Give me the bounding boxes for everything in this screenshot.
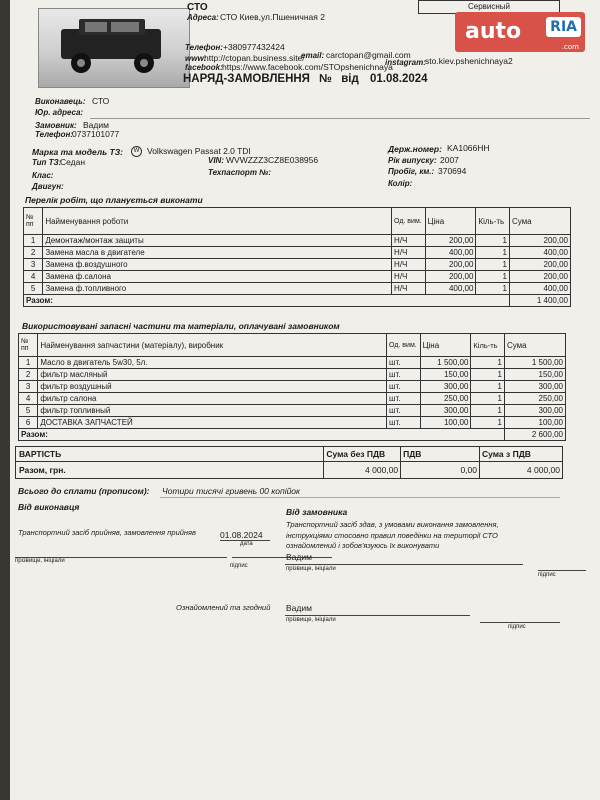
works-section-title: Перелік робіт, що планується виконати <box>25 195 203 205</box>
cell-price: 250,00 <box>420 393 471 405</box>
parts-col-name: Найменування запчастини (матеріалу), виробник <box>38 334 387 357</box>
cost-no-vat-label: Сума без ПДВ <box>324 447 401 462</box>
watermark-ria-sub: .com <box>561 43 579 51</box>
cell-sum: 250,00 <box>504 393 565 405</box>
customer-sign-text-2: інструкціями стосовно правил поведінки на території СТО <box>286 531 498 540</box>
cell-qty: 1 <box>476 247 510 259</box>
cell-name: ДОСТАВКА ЗАПЧАСТЕЙ <box>38 417 387 429</box>
cell-qty: 1 <box>476 283 510 295</box>
type-value: Седан <box>60 157 86 167</box>
cell-unit: Н/Ч <box>392 235 426 247</box>
cell-qty: 1 <box>471 417 505 429</box>
table-row <box>19 381 566 393</box>
date-caption: дата <box>240 541 253 547</box>
works-col-unit: Од. вим. <box>392 208 426 235</box>
cost-vat-value: 0,00 <box>401 462 480 479</box>
cell-n: 2 <box>24 247 43 259</box>
executor-name-caption: прізвище, ініціали <box>15 558 65 564</box>
website: http://ctopan.business.site/ <box>204 53 305 63</box>
cell-name: фильтр воздушный <box>38 381 387 393</box>
cell-price: 1 500,00 <box>420 357 471 369</box>
cell-unit: шт. <box>387 357 421 369</box>
facebook-label: facebook: <box>185 63 223 72</box>
cell-sum: 100,00 <box>504 417 565 429</box>
watermark-text: auto <box>465 19 522 44</box>
brand-label: Марка та модель ТЗ: <box>32 147 123 157</box>
parts-section-title: Використовувані запасні частини та матеріали, оплачувані замовником <box>22 321 340 331</box>
passport-label: Техпаспорт №: <box>208 168 271 177</box>
company-phone: +380977432424 <box>223 42 285 52</box>
type-label: Тип ТЗ: <box>32 158 62 167</box>
cell-price: 200,00 <box>425 259 476 271</box>
executor-sign-text: Транспортний засіб прийняв, замовлення прийняв <box>18 528 196 537</box>
ack-text: Ознайомлений та згодний <box>176 603 271 612</box>
instagram: sto.kiev.pshenichnaya2 <box>425 56 513 66</box>
cell-qty: 1 <box>471 393 505 405</box>
car-photo <box>38 8 190 88</box>
cell-unit: шт. <box>387 381 421 393</box>
document-page <box>10 0 600 800</box>
cell-sum: 150,00 <box>504 369 565 381</box>
cell-n: 1 <box>19 357 38 369</box>
cell-qty: 1 <box>476 235 510 247</box>
cell-sum: 200,00 <box>509 271 570 283</box>
cell-price: 400,00 <box>425 247 476 259</box>
cell-name: Замена ф.топливного <box>43 283 392 295</box>
vw-logo-icon: W <box>131 146 142 157</box>
cell-price: 100,00 <box>420 417 471 429</box>
address: СТО Киев,ул.Пшеничная 2 <box>220 12 325 22</box>
cell-sum: 300,00 <box>504 405 565 417</box>
cell-name: фильтр топливный <box>38 405 387 417</box>
cell-price: 300,00 <box>420 405 471 417</box>
works-total-value: 1 400,00 <box>509 295 570 307</box>
cell-sum: 1 500,00 <box>504 357 565 369</box>
customer-phone-label: Телефон: <box>35 130 74 139</box>
cell-qty: 1 <box>471 381 505 393</box>
cell-name: Замена ф.салона <box>43 271 392 283</box>
brand-value: Volkswagen Passat 2.0 TDI <box>147 146 251 156</box>
works-table <box>23 207 571 307</box>
cell-price: 300,00 <box>420 381 471 393</box>
parts-total-row <box>19 429 566 441</box>
cell-qty: 1 <box>471 357 505 369</box>
cell-name: Замена масла в двигателе <box>43 247 392 259</box>
cost-vat-label: ПДВ <box>401 447 480 462</box>
cost-title: ВАРТІСТЬ <box>16 447 323 462</box>
year-value: 2007 <box>440 155 459 165</box>
cell-sum: 200,00 <box>509 259 570 271</box>
cost-table <box>15 446 563 479</box>
executor-sign-title: Від виконавця <box>18 502 80 512</box>
cell-n: 5 <box>24 283 43 295</box>
customer-label: Замовник: <box>35 121 77 130</box>
cost-with-vat-value: 4 000,00 <box>479 462 562 479</box>
cell-n: 5 <box>19 405 38 417</box>
customer-name-caption: прізвище, ініціали <box>286 566 336 572</box>
instagram-label: instagram: <box>385 58 426 67</box>
cell-n: 2 <box>19 369 38 381</box>
cost-no-vat-value: 4 000,00 <box>324 462 401 479</box>
works-col-sum: Сума <box>509 208 570 235</box>
table-row <box>19 357 566 369</box>
email: carctopan@gmail.com <box>326 50 411 60</box>
legal-address-label: Юр. адреса: <box>35 108 84 117</box>
works-col-qty: Кіль-ть <box>476 208 510 235</box>
cell-name: Замена ф.воздушного <box>43 259 392 271</box>
cell-price: 150,00 <box>420 369 471 381</box>
cell-n: 6 <box>19 417 38 429</box>
ack-name-caption: прізвище, ініціали <box>286 617 336 623</box>
mileage-value: 370694 <box>438 166 467 176</box>
customer-phone: 0737101077 <box>72 129 120 139</box>
table-row <box>24 235 571 247</box>
works-header-row <box>24 208 571 235</box>
cell-name: Демонтаж/монтаж защиты <box>43 235 392 247</box>
cell-name: фильтр салона <box>38 393 387 405</box>
email-label: email: <box>301 51 325 60</box>
cell-sum: 400,00 <box>509 283 570 295</box>
cost-title-cell <box>16 447 324 479</box>
mileage-label: Пробіг, км.: <box>388 167 435 176</box>
table-row <box>24 247 571 259</box>
works-col-name: Найменування роботи <box>43 208 392 235</box>
ack-name: Вадим <box>286 603 312 613</box>
customer-sign-caption: підпис <box>538 572 556 578</box>
cell-unit: Н/Ч <box>392 247 426 259</box>
phone-label: Телефон: <box>185 43 224 52</box>
cell-price: 200,00 <box>425 235 476 247</box>
cell-unit: шт. <box>387 405 421 417</box>
cell-n: 1 <box>24 235 43 247</box>
company-name: СТО <box>187 2 208 13</box>
parts-col-qty: Кіль-ть <box>471 334 505 357</box>
cell-sum: 200,00 <box>509 235 570 247</box>
payment-label: Всього до сплати (прописом): <box>18 486 150 496</box>
cost-with-vat-label: Сума з ПДВ <box>479 447 562 462</box>
plate-value: KA1066HH <box>447 143 490 153</box>
color-label: Колір: <box>388 179 413 188</box>
parts-total-value: 2 600,00 <box>504 429 565 441</box>
cell-qty: 1 <box>476 271 510 283</box>
parts-col-sum: Сума <box>504 334 565 357</box>
address-label: Адреса: <box>187 13 219 22</box>
cell-name: фильтр масляный <box>38 369 387 381</box>
parts-col-price: Ціна <box>420 334 471 357</box>
cell-qty: 1 <box>471 369 505 381</box>
title-date: 01.08.2024 <box>369 73 428 85</box>
parts-col-n: № пп <box>19 334 38 357</box>
executor-sign-caption: підпис <box>230 563 248 569</box>
works-col-price: Ціна <box>425 208 476 235</box>
executor-value: СТО <box>92 96 110 106</box>
parts-table <box>18 333 566 441</box>
parts-col-unit: Од. вим. <box>387 334 421 357</box>
document-title <box>183 73 428 85</box>
customer-sign-text-3: ознайомлений і зобов'язуюсь їх виконувати <box>286 541 440 550</box>
customer-sign-text-1: Транспортний засіб здав, з умовами виконання замовлення, <box>286 520 499 529</box>
cell-unit: Н/Ч <box>392 283 426 295</box>
cell-qty: 1 <box>471 405 505 417</box>
title-number-sign: № <box>319 73 332 85</box>
cell-unit: Н/Ч <box>392 271 426 283</box>
executor-label: Виконавець: <box>35 97 86 106</box>
www-label: www: <box>185 54 207 63</box>
cell-sum: 400,00 <box>509 247 570 259</box>
table-row <box>24 283 571 295</box>
table-row <box>19 369 566 381</box>
cell-n: 3 <box>19 381 38 393</box>
cell-unit: Н/Ч <box>392 259 426 271</box>
engine-label: Двигун: <box>32 182 64 191</box>
table-row <box>19 393 566 405</box>
parts-header-row <box>19 334 566 357</box>
table-row <box>19 417 566 429</box>
cell-sum: 300,00 <box>504 381 565 393</box>
cell-n: 4 <box>24 271 43 283</box>
cell-unit: шт. <box>387 417 421 429</box>
facebook: https://www.facebook.com/STOpshenichnaya <box>222 62 393 72</box>
works-col-n: № пп <box>24 208 43 235</box>
title-from: від <box>341 73 359 85</box>
cell-price: 400,00 <box>425 283 476 295</box>
class-label: Клас: <box>32 171 54 180</box>
vin-value: WVWZZZ3CZ8E038956 <box>226 155 319 165</box>
customer-sign-name: Вадим <box>286 552 312 562</box>
works-total-label: Разом: <box>24 295 510 307</box>
cell-qty: 1 <box>476 259 510 271</box>
watermark-ria: RIA <box>546 17 581 37</box>
cell-unit: шт. <box>387 369 421 381</box>
autoria-watermark <box>455 12 585 52</box>
year-label: Рік випуску: <box>388 156 437 165</box>
cell-name: Масло в двигатель 5w30, 5л. <box>38 357 387 369</box>
cell-unit: шт. <box>387 393 421 405</box>
stamp-box: Сервисный <box>418 0 560 14</box>
customer-name: Вадим <box>83 120 109 130</box>
cost-total-label: Разом, грн. <box>19 465 66 475</box>
executor-sign-date: 01.08.2024 <box>220 530 263 540</box>
works-total-row <box>24 295 571 307</box>
table-row <box>19 405 566 417</box>
payment-words: Чотири тисячі гривень 00 копійок <box>162 486 301 496</box>
table-row <box>24 259 571 271</box>
cost-header-row <box>16 447 563 462</box>
vin-label: VIN: <box>208 156 224 165</box>
table-row <box>24 271 571 283</box>
title-prefix: НАРЯД-ЗАМОВЛЕННЯ <box>183 73 310 85</box>
parts-total-label: Разом: <box>19 429 505 441</box>
customer-sign-title: Від замовника <box>286 507 348 517</box>
cell-n: 4 <box>19 393 38 405</box>
plate-label: Держ.номер: <box>388 144 442 154</box>
ack-sign-caption: підпис <box>508 624 526 630</box>
cell-n: 3 <box>24 259 43 271</box>
cell-price: 200,00 <box>425 271 476 283</box>
